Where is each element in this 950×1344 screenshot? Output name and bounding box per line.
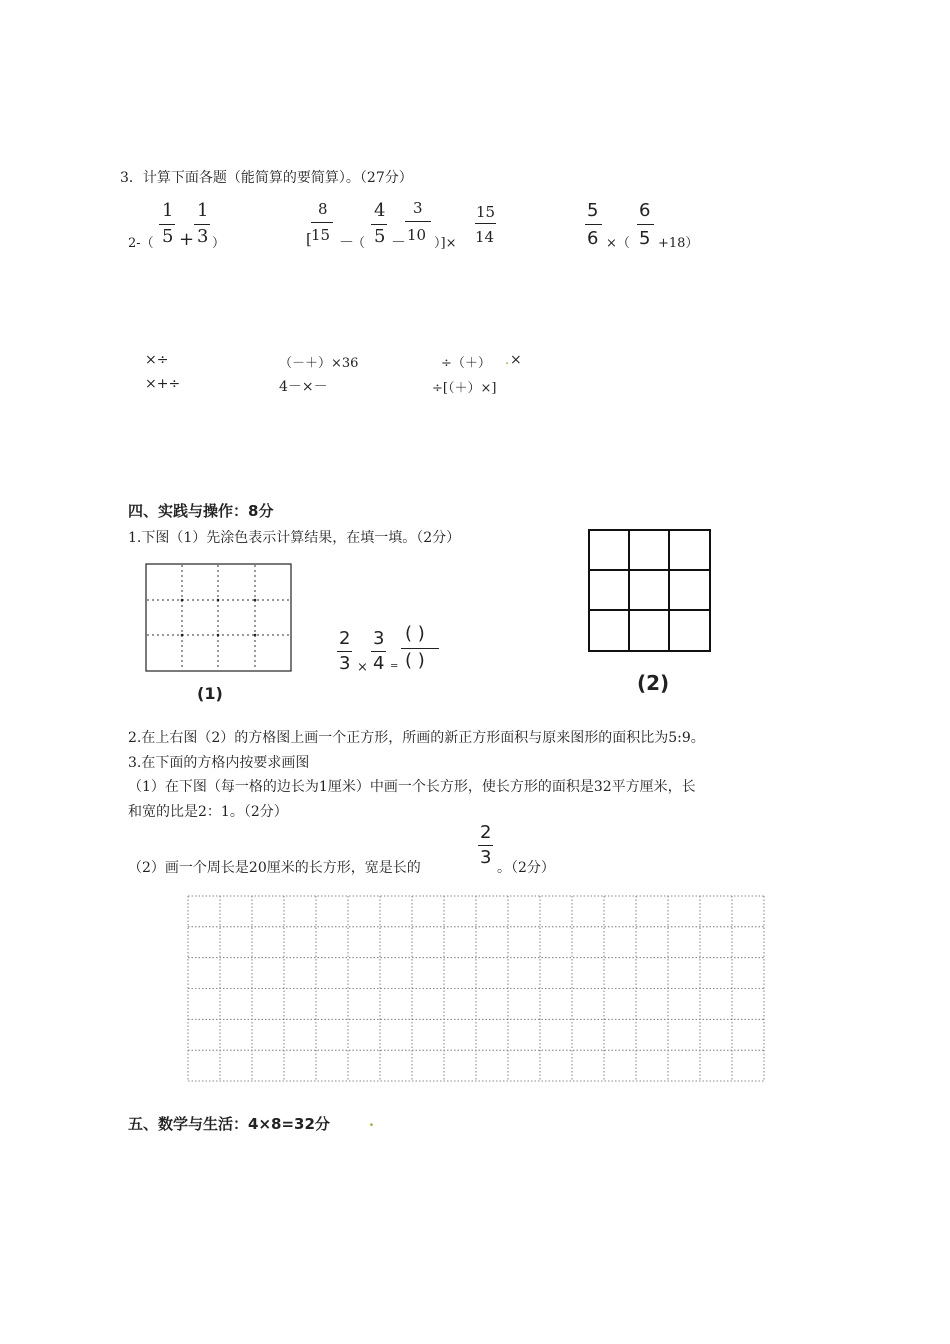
section4-item1: 1.下图（1）先涂色表示计算结果，在填一填。（2分） — [128, 530, 461, 546]
expr2-paren-open: （ — [352, 236, 366, 251]
expr2-num3: 3 — [413, 199, 423, 217]
section4-title: 四、实践与操作：8分 — [128, 502, 274, 520]
fraction-bar — [311, 222, 333, 223]
figure-1-grid — [145, 563, 293, 673]
row2-expr4: × — [510, 352, 522, 368]
eq-num1: 2 — [339, 628, 351, 649]
sub2-frac-num: 2 — [480, 822, 492, 843]
row2-expr2: （－＋）×36 — [279, 356, 359, 371]
expr2-close: ）]× — [434, 236, 457, 251]
expr2-num1: 8 — [318, 200, 328, 218]
section4-sub1-line1: （1）在下图（每一格的边长为1厘米）中画一个长方形，使长方形的面积是32平方厘米，长 — [128, 779, 696, 795]
expr2-minus2: － — [391, 233, 407, 251]
figure-2-grid — [588, 529, 712, 653]
figure-2-caption: (2) — [637, 671, 670, 695]
eq-equals: = — [390, 661, 399, 672]
expr1-prefix: 2-（ — [128, 236, 154, 251]
row2-expr3: ÷（＋） — [441, 356, 491, 371]
fraction-bar — [371, 651, 386, 652]
fraction-bar — [637, 224, 654, 225]
eq-blank-den: ( ) — [405, 650, 425, 671]
figure-1-caption: (1) — [197, 684, 223, 703]
section4-sub2-text: （2）画一个周长是20厘米的长方形，宽是长的 — [128, 860, 421, 876]
expr1-close: ） — [212, 236, 226, 251]
section4-sub2-post: 。（2分） — [497, 860, 555, 876]
expr1-plus: + — [179, 229, 195, 250]
expr3-rest: +18） — [658, 236, 699, 251]
sub2-frac-den: 3 — [480, 847, 492, 868]
expr2-den1: 15 — [311, 226, 331, 244]
expr3-den1: 6 — [587, 228, 599, 249]
section4-item3: 3.在下面的方格内按要求画图 — [128, 755, 310, 771]
row3-expr2: 4－×－ — [279, 379, 328, 395]
fraction-bar — [194, 224, 210, 225]
eq-blank-num: ( ) — [405, 623, 425, 644]
green-dot: . — [369, 1114, 374, 1130]
expr1-den1: 5 — [162, 226, 174, 247]
expr2-den4: 14 — [475, 228, 495, 246]
fraction-bar — [475, 223, 496, 224]
fraction-bar — [159, 224, 175, 225]
eq-den1: 3 — [339, 653, 351, 674]
eq-den2: 4 — [373, 653, 385, 674]
expr2-num2: 4 — [374, 200, 386, 221]
q3-title: 3．计算下面各题（能简算的要简算）。（27分） — [120, 170, 413, 186]
eq-times: × — [357, 660, 368, 675]
expr2-minus1: － — [339, 233, 355, 251]
fraction-bar — [405, 221, 431, 222]
expr3-times: ×（ — [606, 236, 630, 251]
green-dot: . — [505, 353, 510, 368]
expr2-den2: 5 — [374, 226, 386, 247]
fraction-bar — [478, 845, 493, 846]
expr1-num2: 1 — [197, 200, 209, 221]
expr2-open: [ — [306, 230, 312, 248]
section4-sub1-line2: 和宽的比是2：1。（2分） — [128, 804, 288, 820]
drawing-grid[interactable] — [187, 895, 765, 1082]
expr1-den2: 3 — [197, 226, 209, 247]
fraction-bar — [337, 651, 352, 652]
row2-expr1: ×÷ — [145, 352, 169, 368]
expr2-den3: 10 — [407, 226, 427, 244]
row3-expr1: ×+÷ — [145, 376, 181, 392]
expr3-num1: 5 — [587, 200, 599, 221]
expr1-num1: 1 — [162, 200, 174, 221]
section5-title: 五、数学与生活：4×8=32分 — [128, 1115, 330, 1133]
fraction-bar — [401, 648, 439, 649]
expr2-num4: 15 — [476, 203, 496, 221]
row3-expr3: ÷[（＋）×] — [432, 381, 497, 396]
eq-num2: 3 — [373, 628, 385, 649]
section4-item2: 2.在上右图（2）的方格图上画一个正方形，所画的新正方形面积与原来图形的面积比为5:9。 — [128, 730, 705, 746]
fraction-bar — [585, 224, 602, 225]
expr3-num2: 6 — [639, 200, 651, 221]
fraction-bar — [371, 224, 387, 225]
expr3-den2: 5 — [639, 228, 651, 249]
